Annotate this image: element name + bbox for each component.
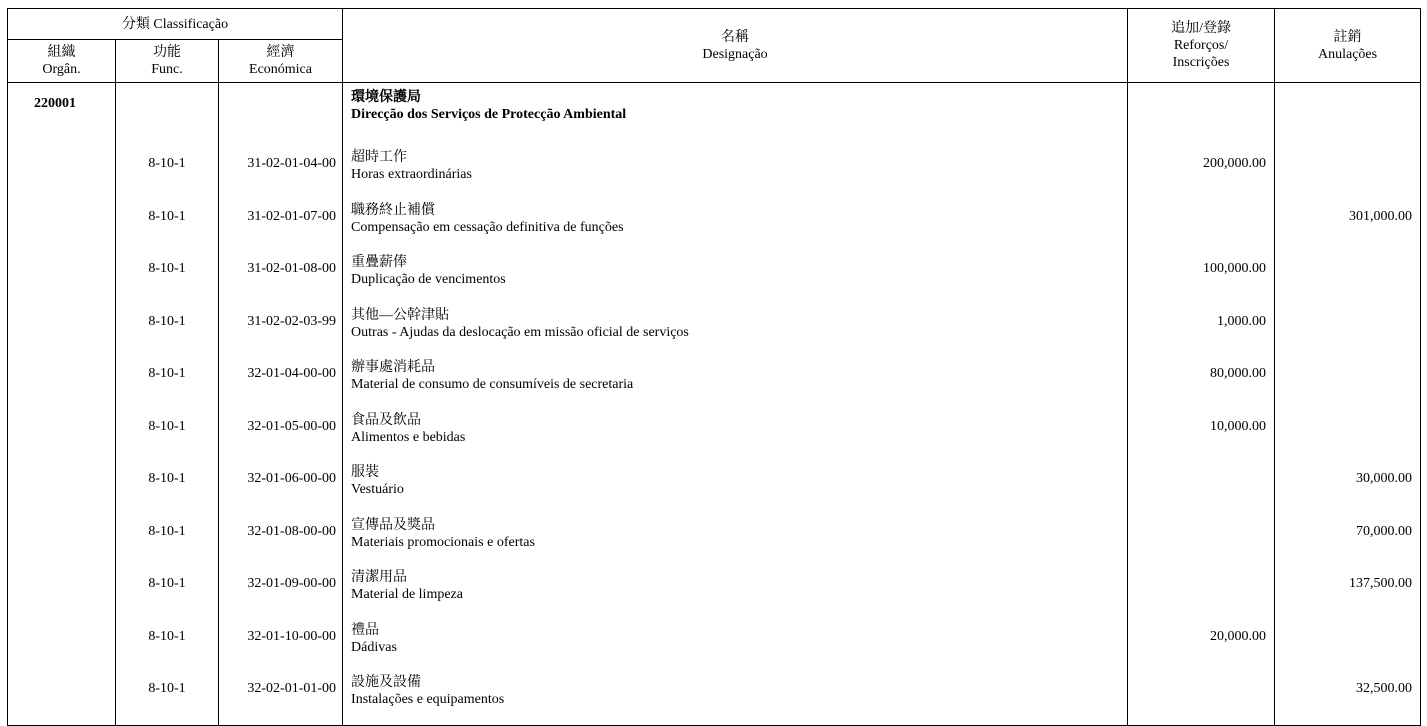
row-name-zh: 宣傳品及獎品 — [351, 517, 436, 533]
row-organ-cell — [8, 357, 116, 410]
row-designation — [343, 672, 1128, 725]
func-header-pt: Func. — [151, 62, 183, 77]
row-func: 8-10-1 — [116, 410, 219, 463]
row-organ-cell — [8, 672, 116, 725]
row-name-pt: Vestuário — [351, 482, 404, 497]
row-designation — [343, 515, 1128, 568]
row-name-zh: 超時工作 — [351, 150, 408, 165]
row-eco: 32-01-09-00-00 — [219, 567, 343, 620]
table-row — [8, 620, 1421, 673]
row-anulacoes — [1275, 620, 1421, 673]
row-organ-cell — [8, 305, 116, 358]
table-row — [8, 515, 1421, 568]
econ-header — [219, 40, 343, 83]
row-reforcos: 1,000.00 — [1128, 305, 1275, 358]
reforcos-header — [1128, 9, 1275, 83]
row-name-zh: 服裝 — [351, 465, 380, 480]
row-designation — [343, 200, 1128, 253]
classification-header — [8, 9, 343, 40]
table-row — [8, 462, 1421, 515]
table-row — [8, 672, 1421, 725]
row-name-pt: Alimentos e bebidas — [351, 429, 466, 445]
row-func: 8-10-1 — [116, 567, 219, 620]
row-designation — [343, 147, 1128, 200]
organ-header-pt: Orgân. — [42, 62, 81, 77]
row-func: 8-10-1 — [116, 672, 219, 725]
table-row — [8, 200, 1421, 253]
row-name-pt: Dádivas — [351, 639, 397, 655]
row-anulacoes: 32,500.00 — [1275, 672, 1421, 725]
row-organ-cell — [8, 462, 116, 515]
row-reforcos: 10,000.00 — [1128, 410, 1275, 463]
row-name-pt: Instalações e equipamentos — [351, 692, 505, 707]
row-func: 8-10-1 — [116, 515, 219, 568]
row-eco: 32-01-06-00-00 — [219, 462, 343, 515]
row-anulacoes — [1275, 305, 1421, 358]
row-anulacoes — [1275, 252, 1421, 305]
func-header-zh: 功能 — [153, 45, 181, 60]
reforcos-header-pt2: Inscrições — [1172, 55, 1230, 70]
row-name-pt: Material de limpeza — [351, 587, 463, 602]
row-eco: 32-01-04-00-00 — [219, 357, 343, 410]
row-reforcos: 80,000.00 — [1128, 357, 1275, 410]
row-reforcos — [1128, 462, 1275, 515]
row-func: 8-10-1 — [116, 305, 219, 358]
row-reforcos — [1128, 515, 1275, 568]
table-row — [8, 410, 1421, 463]
row-anulacoes: 30,000.00 — [1275, 462, 1421, 515]
table-row — [8, 252, 1421, 305]
row-name-zh: 禮品 — [351, 622, 380, 638]
row-name-zh: 辦事處消耗品 — [351, 360, 436, 375]
row-name-zh: 其他—公幹津貼 — [351, 307, 450, 323]
row-designation — [343, 252, 1128, 305]
organ-func-cell — [116, 83, 219, 148]
row-organ-cell — [8, 252, 116, 305]
row-eco: 31-02-01-04-00 — [219, 147, 343, 200]
designation-header-zh: 名稱 — [721, 29, 750, 45]
econ-header-pt: Económica — [249, 62, 312, 77]
row-designation — [343, 357, 1128, 410]
organ-eco-cell — [219, 83, 343, 148]
row-name-zh: 設施及設備 — [351, 675, 422, 690]
row-name-pt: Compensação em cessação definitiva de funções — [351, 219, 624, 235]
table-row — [8, 357, 1421, 410]
row-name-pt: Horas extraordinárias — [351, 167, 472, 182]
row-eco: 31-02-01-08-00 — [219, 252, 343, 305]
anulacoes-header-pt: Anulações — [1317, 46, 1378, 62]
row-name-zh: 清潔用品 — [351, 570, 408, 585]
classification-label: 分類 Classificação — [121, 16, 229, 32]
row-func: 8-10-1 — [116, 252, 219, 305]
organ-header-zh: 組織 — [47, 45, 76, 60]
organ-header — [8, 40, 116, 83]
row-name-zh: 職務終止補償 — [351, 202, 436, 218]
anulacoes-header-zh: 註銷 — [1333, 29, 1362, 45]
table-row — [8, 567, 1421, 620]
row-reforcos — [1128, 672, 1275, 725]
row-name-pt: Duplicação de vencimentos — [351, 272, 506, 287]
designation-header-pt: Designação — [702, 46, 768, 62]
organ-designation — [343, 83, 1128, 148]
row-organ-cell — [8, 147, 116, 200]
row-eco: 32-01-08-00-00 — [219, 515, 343, 568]
budget-table — [7, 8, 1421, 726]
row-func: 8-10-1 — [116, 200, 219, 253]
row-func: 8-10-1 — [116, 357, 219, 410]
organ-anulacoes-cell — [1275, 83, 1421, 148]
row-reforcos — [1128, 567, 1275, 620]
table-row — [8, 305, 1421, 358]
organ-reforcos-cell — [1128, 83, 1275, 148]
row-eco: 31-02-02-03-99 — [219, 305, 343, 358]
organ-code: 220001 — [8, 83, 116, 148]
row-func: 8-10-1 — [116, 620, 219, 673]
row-organ-cell — [8, 200, 116, 253]
row-anulacoes — [1275, 410, 1421, 463]
row-organ-cell — [8, 567, 116, 620]
row-eco: 32-01-05-00-00 — [219, 410, 343, 463]
row-reforcos: 20,000.00 — [1128, 620, 1275, 673]
reforcos-header-pt1: Reforços/ — [1173, 38, 1229, 53]
reforcos-header-zh: 追加/登錄 — [1171, 21, 1231, 36]
row-anulacoes: 70,000.00 — [1275, 515, 1421, 568]
row-anulacoes — [1275, 357, 1421, 410]
row-organ-cell — [8, 515, 116, 568]
row-name-zh: 重疊薪俸 — [351, 255, 408, 270]
row-name-pt: Material de consumo de consumíveis de secretaria — [351, 377, 634, 392]
row-func: 8-10-1 — [116, 147, 219, 200]
row-designation — [343, 410, 1128, 463]
designation-header — [343, 9, 1128, 83]
organ-name-zh: 環境保護局 — [351, 90, 422, 105]
row-designation — [343, 620, 1128, 673]
row-designation — [343, 305, 1128, 358]
row-func: 8-10-1 — [116, 462, 219, 515]
econ-header-zh: 經濟 — [266, 45, 295, 60]
row-anulacoes — [1275, 147, 1421, 200]
row-designation — [343, 567, 1128, 620]
row-eco: 32-01-10-00-00 — [219, 620, 343, 673]
row-name-pt: Outras - Ajudas da deslocação em missão oficial de serviços — [351, 324, 689, 340]
organ-row — [8, 83, 1421, 148]
organ-name-pt: Direcção dos Serviços de Protecção Ambiental — [351, 107, 627, 122]
row-designation — [343, 462, 1128, 515]
row-eco: 32-02-01-01-00 — [219, 672, 343, 725]
table-row — [8, 147, 1421, 200]
anulacoes-header — [1275, 9, 1421, 83]
row-name-zh: 食品及飲品 — [351, 412, 422, 428]
row-reforcos: 200,000.00 — [1128, 147, 1275, 200]
row-organ-cell — [8, 620, 116, 673]
row-reforcos: 100,000.00 — [1128, 252, 1275, 305]
row-eco: 31-02-01-07-00 — [219, 200, 343, 253]
row-organ-cell — [8, 410, 116, 463]
row-name-pt: Materiais promocionais e ofertas — [351, 534, 535, 550]
func-header — [116, 40, 219, 83]
row-anulacoes: 301,000.00 — [1275, 200, 1421, 253]
row-reforcos — [1128, 200, 1275, 253]
row-anulacoes: 137,500.00 — [1275, 567, 1421, 620]
